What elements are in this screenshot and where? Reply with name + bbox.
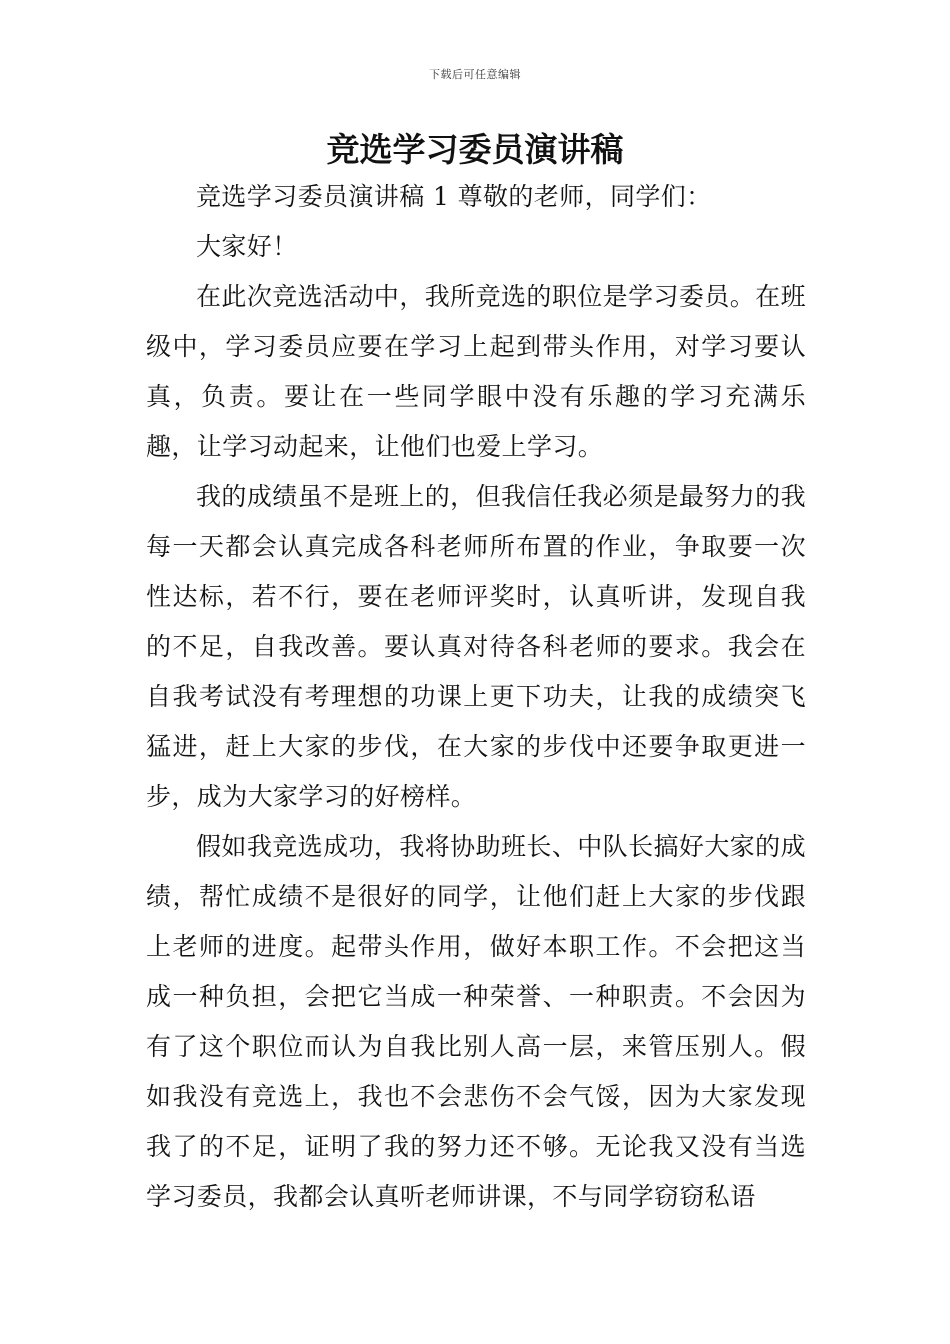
document-body	[146, 172, 806, 1222]
paragraph-commitment: 假如我竞选成功，我将协助班长、中队长搞好大家的成绩，帮忙成绩不是很好的同学，让他们赶上大家的步伐跟上老师的进度。起带头作用，做好本职工作。不会把这当成一种负担，会把它当成一种荣誉、一种职责。不会因为有了这个职位而认为自我比别人高一层，来管压别人。假如我没有竞选上，我也不会悲伤不会气馁，因为大家发现我了的不足，证明了我的努力还不够。无论我又没有当选学习委员，我都会认真听老师讲课，不与同学窃窃私语	[146, 832, 806, 1211]
paragraph-position: 在此次竞选活动中，我所竞选的职位是学习委员。在班级中，学习委员应要在学习上起到带头作用，对学习要认真，负责。要让在一些同学眼中没有乐趣的学习充满乐趣，让学习动起来，让他们也爱上学习。	[146, 282, 806, 461]
header-note: 下载后可任意编辑	[429, 68, 521, 81]
paragraph-hello: 大家好！	[196, 232, 298, 261]
paragraph-effort: 我的成绩虽不是班上的，但我信任我必须是最努力的我每一天都会认真完成各科老师所布置的作业，争取要一次性达标，若不行，要在老师评奖时，认真听讲，发现自我的不足，自我改善。要认真对待各科老师的要求。我会在自我考试没有考理想的功课上更下功夫，让我的成绩突飞猛进，赶上大家的步伐，在大家的步伐中还要争取更进一步，成为大家学习的好榜样。	[146, 482, 806, 811]
paragraph-greeting-line: 竞选学习委员演讲稿 1 尊敬的老师，同学们：	[196, 182, 712, 211]
document-title: 竞选学习委员演讲稿	[326, 130, 624, 169]
